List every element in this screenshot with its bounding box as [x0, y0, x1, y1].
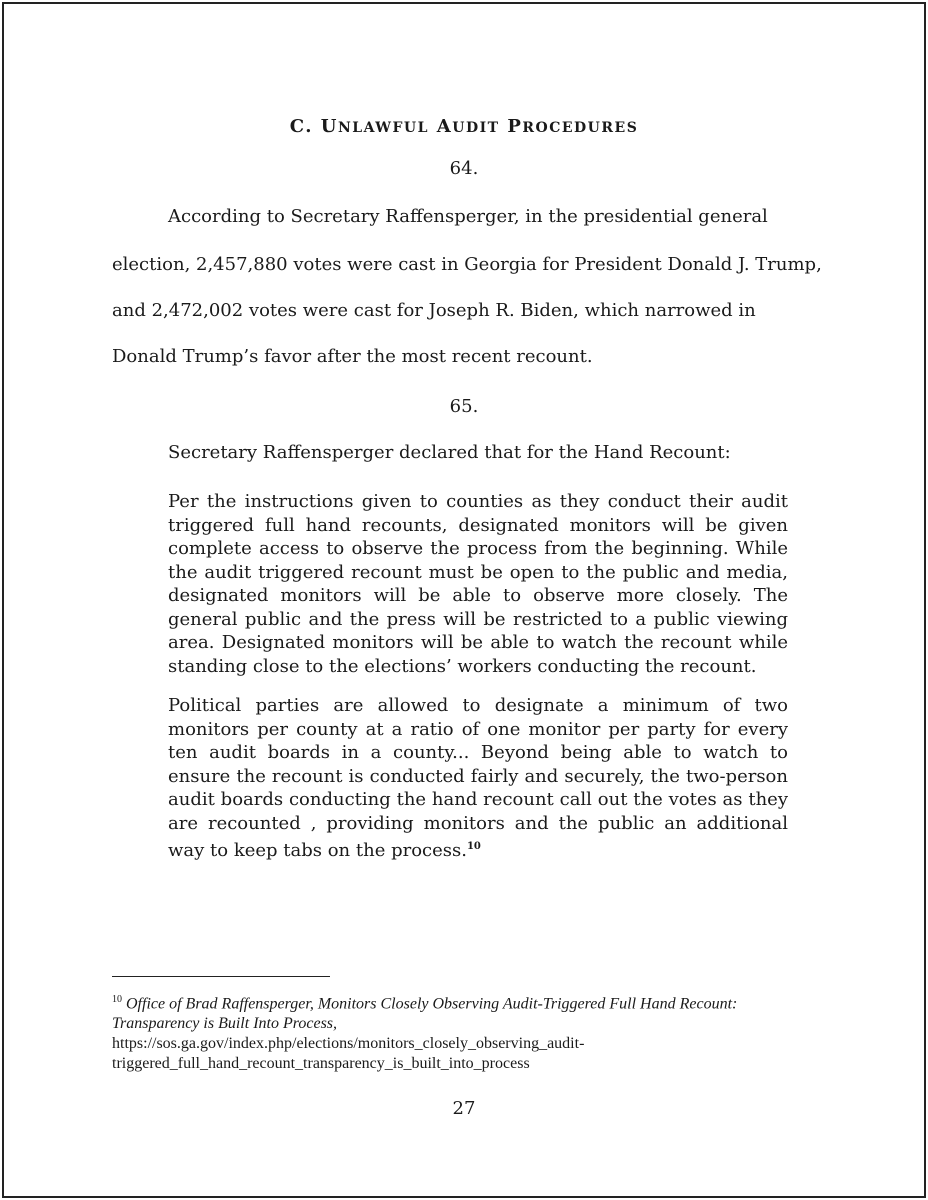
footnote-title: Office of Brad Raffensperger, Monitors Closely Observing Audit-Triggered Full Hand Recount: Transparency is Built Into Process,	[112, 995, 738, 1033]
paragraph-64-line: Donald Trump’s favor after the most recent recount.	[112, 346, 593, 367]
document-page	[2, 2, 926, 1198]
footnote-separator	[112, 976, 330, 977]
heading-word: UNLAWFUL	[320, 116, 429, 137]
heading-word: AUDIT	[436, 116, 500, 137]
paragraph-number-65: 65.	[449, 396, 479, 417]
paragraph-number-64: 64.	[449, 158, 479, 179]
footnote-reference[interactable]: 10	[466, 841, 481, 852]
footnote-url[interactable]: https://sos.ga.gov/index.php/elections/monitors_closely_observing_audit-	[112, 1035, 585, 1053]
heading-letter: C.	[289, 116, 313, 137]
page-number: 27	[452, 1098, 476, 1119]
heading-word: PROCEDURES	[507, 116, 639, 137]
block-quote-text: Political parties are allowed to designate a minimum of two monitors per county at a ratio of one monitor per party for every ten audit boards in a county... Beyond being able to watch to ensure the recount is conducted fairly and securely, the two-person audit boards conducting the hand recount call out the votes as they are recounted , providing monitors and the public an additional way to keep tabs on the process.	[168, 695, 788, 861]
block-quote-paragraph-2	[168, 694, 788, 863]
paragraph-64-line: and 2,472,002 votes were cast for Joseph R. Biden, which narrowed in	[112, 300, 756, 321]
footnote-number: 10	[112, 994, 122, 1005]
footnote-url-continued[interactable]: triggered_full_hand_recount_transparency_is_built_into_process	[112, 1055, 530, 1073]
section-heading	[4, 116, 924, 137]
paragraph-65-line: Secretary Raffensperger declared that for the Hand Recount:	[168, 442, 731, 463]
block-quote-paragraph-1: Per the instructions given to counties as they conduct their audit triggered full hand recounts, designated monitors will be given complete access to observe the process from the beginning. While the audit triggered recount must be open to the public and media, designated monitors will be able to observe more closely. The general public and the press will be restricted to a public viewing area. Designated monitors will be able to watch the recount while standing close to the elections’ workers conducting the recount.	[168, 491, 788, 677]
footnote	[112, 990, 812, 1074]
paragraph-64-line: election, 2,457,880 votes were cast in Georgia for President Donald J. Trump,	[112, 254, 822, 275]
paragraph-64-line: According to Secretary Raffensperger, in the presidential general	[168, 206, 768, 227]
